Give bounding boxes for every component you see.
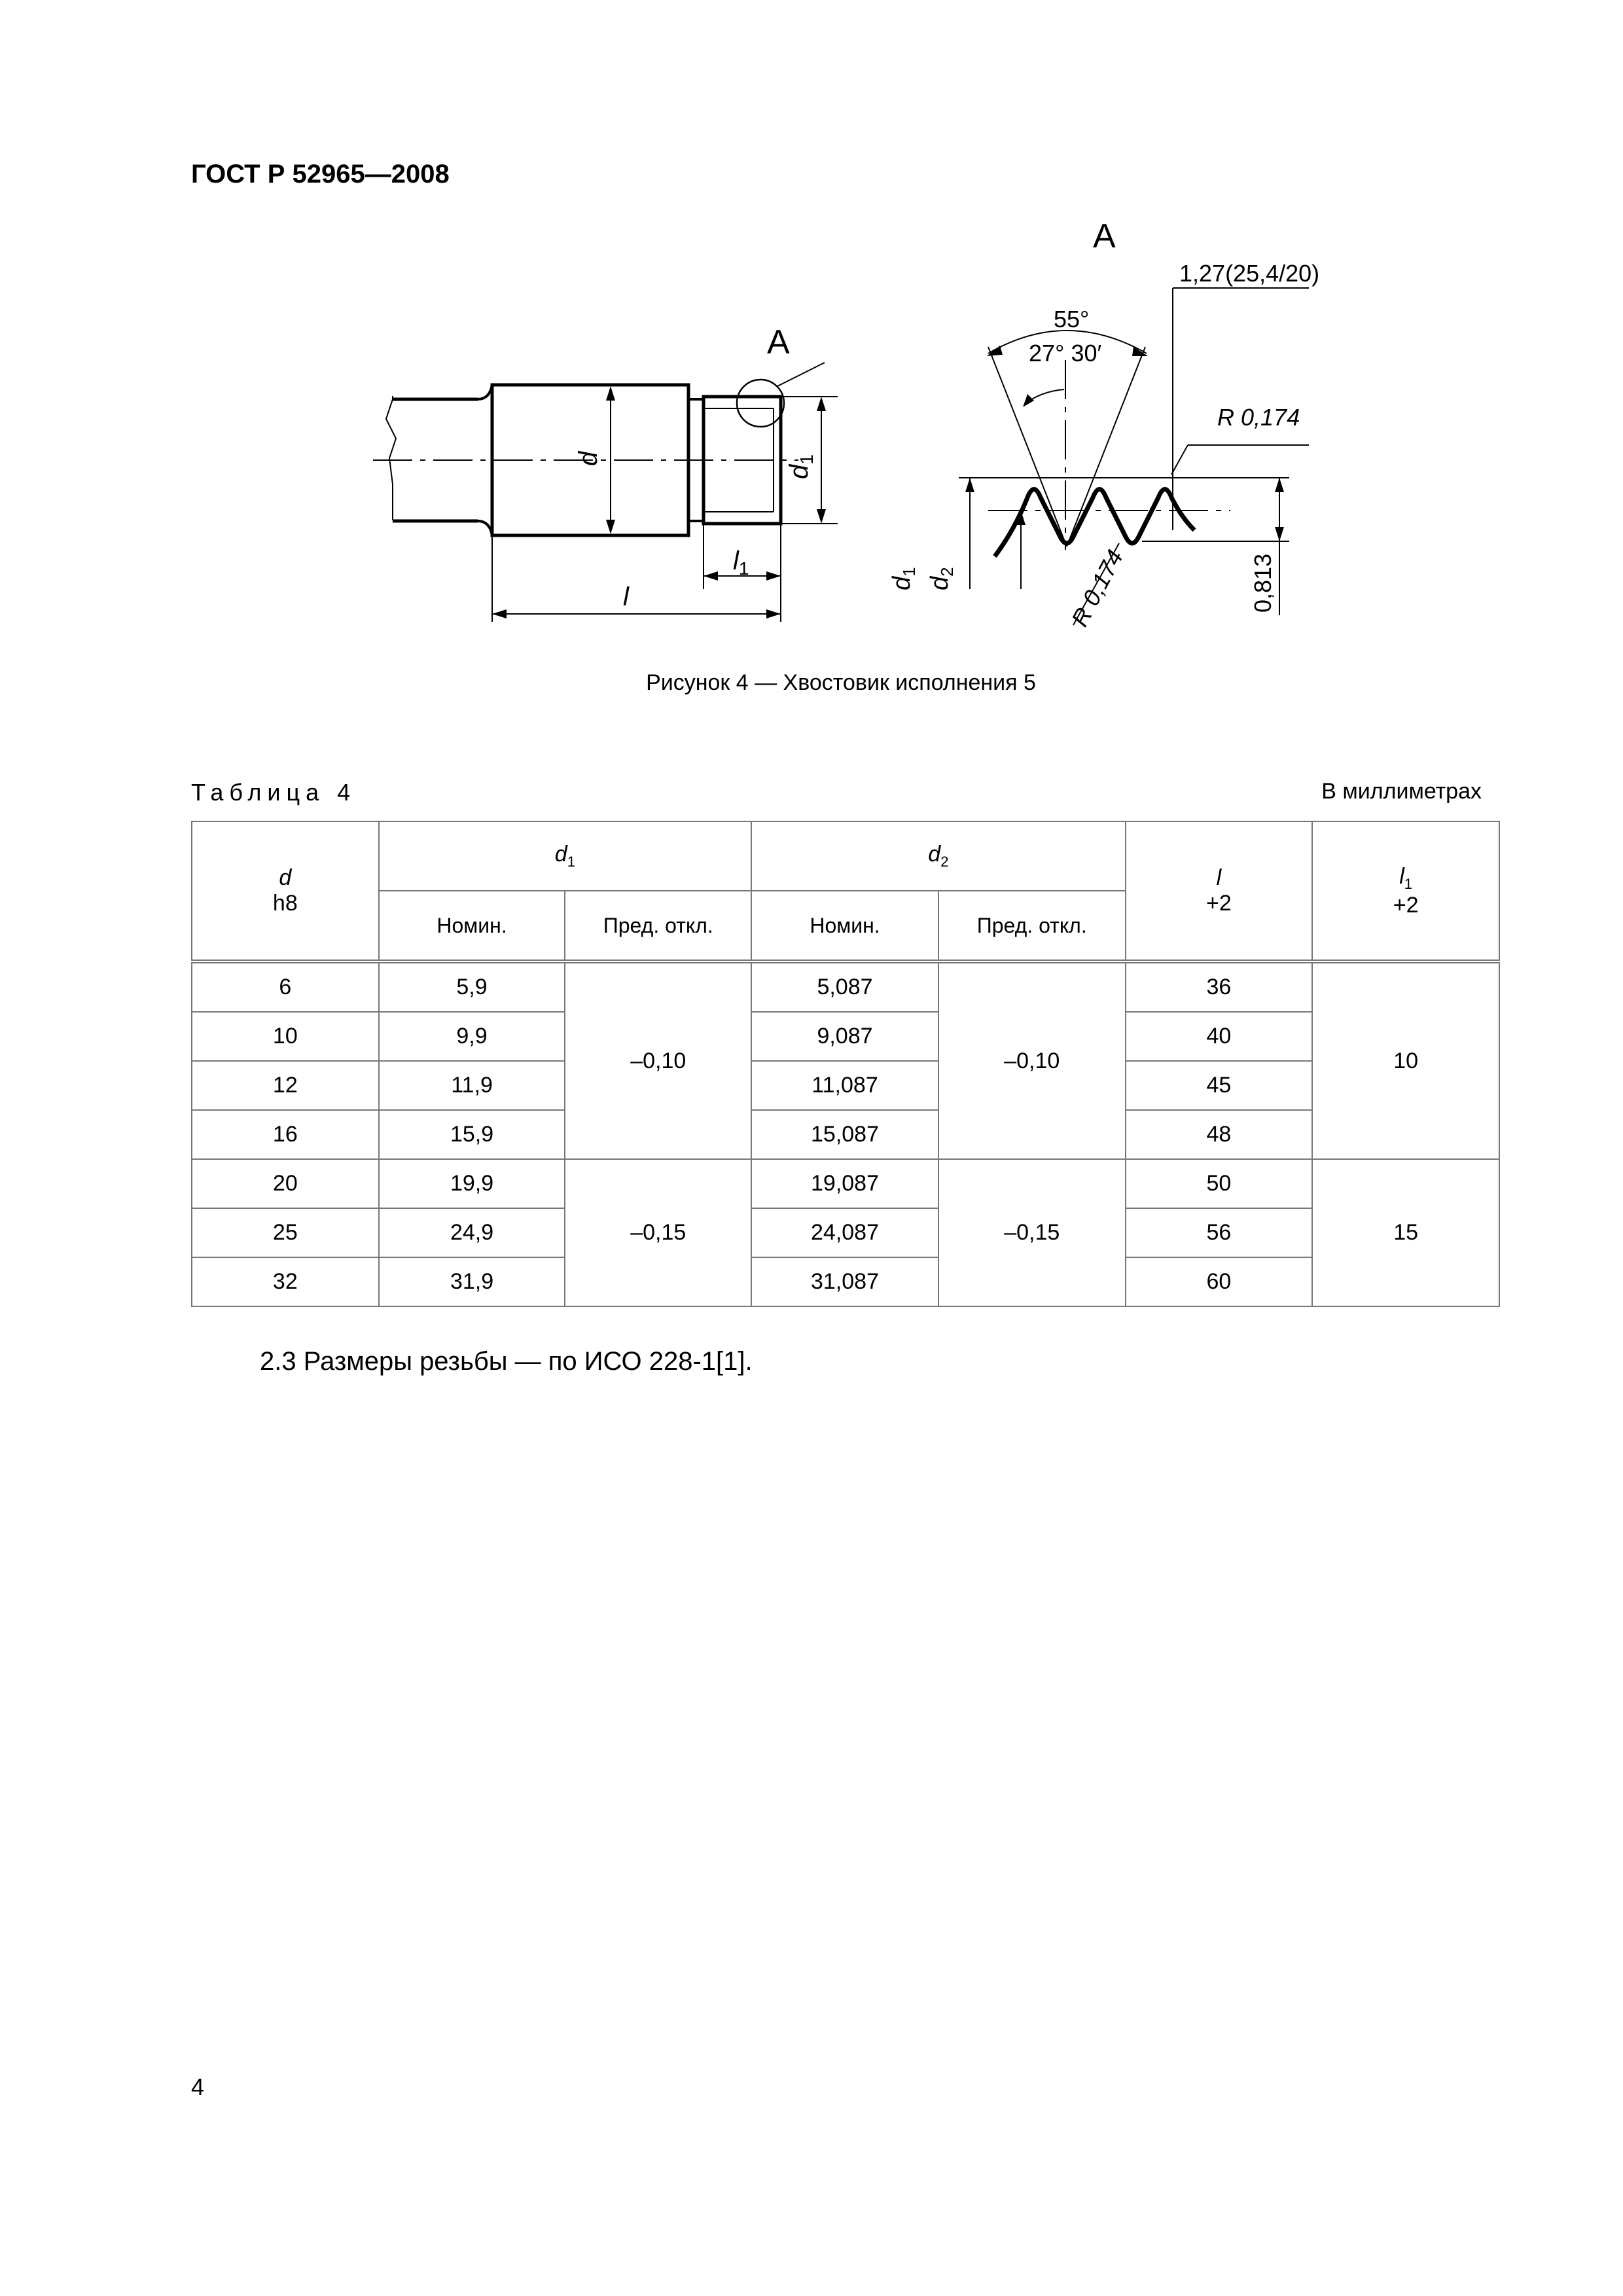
cell-d1: 31,9 — [379, 1257, 565, 1306]
cell-d: 12 — [192, 1061, 379, 1110]
angle-label: 55° — [1054, 306, 1090, 332]
shank-figure — [366, 223, 1335, 655]
dim-l1-label — [733, 547, 749, 579]
table-row — [192, 1110, 1499, 1159]
cell-d1: 19,9 — [379, 1159, 565, 1208]
table-units: В миллиметрах — [1321, 779, 1482, 804]
header-d2-symbol: d — [928, 842, 941, 867]
cell-l: 60 — [1126, 1257, 1313, 1306]
header-l-tolerance: +2 — [1206, 891, 1232, 916]
header-l1-symbol: l — [1399, 863, 1404, 889]
cell-d1: 11,9 — [379, 1061, 565, 1110]
cell-d2: 9,087 — [751, 1012, 938, 1061]
cell-d: 25 — [192, 1208, 379, 1257]
shank-drawing — [373, 363, 838, 622]
cell-d: 16 — [192, 1110, 379, 1159]
half-angle-label: 27° 30′ — [1029, 340, 1102, 367]
table-row — [192, 1012, 1499, 1061]
dim-d-label — [574, 450, 603, 466]
header-d-symbol: d — [279, 865, 292, 890]
table-row — [192, 1159, 1499, 1208]
cell-d1: 24,9 — [379, 1208, 565, 1257]
cell-d: 20 — [192, 1159, 379, 1208]
thread-d1-label — [888, 567, 919, 590]
view-label: A — [1093, 223, 1116, 255]
thread-d1-text: d — [888, 576, 916, 590]
cell-l: 36 — [1126, 961, 1313, 1012]
cell-d2-deviation: –0,10 — [938, 961, 1126, 1159]
table-title: Таблица 4 — [191, 779, 357, 806]
cell-d2: 5,087 — [751, 961, 938, 1012]
pitch-label: 1,27(25,4/20) — [1179, 260, 1320, 287]
cell-d1: 9,9 — [379, 1012, 565, 1061]
thread-d2-text: d — [926, 576, 954, 590]
cell-l: 56 — [1126, 1208, 1313, 1257]
dim-l1-sub: 1 — [738, 558, 749, 579]
cell-d1-deviation: –0,10 — [565, 961, 751, 1159]
header-d2-sub: 2 — [940, 853, 949, 870]
cell-l: 48 — [1126, 1110, 1313, 1159]
document-header: ГОСТ Р 52965—2008 — [191, 160, 450, 188]
cell-d1: 15,9 — [379, 1110, 565, 1159]
thread-size-paragraph: 2.3 Размеры резьбы — по ИСО 228-1[1]. — [260, 1347, 753, 1376]
header-l-symbol: l — [1216, 865, 1222, 890]
table-header-row — [192, 821, 1499, 891]
cell-d2: 24,087 — [751, 1208, 938, 1257]
dim-d1-text: d — [785, 464, 813, 479]
cell-d: 10 — [192, 1012, 379, 1061]
cell-l: 50 — [1126, 1159, 1313, 1208]
header-d1-nominal: Номин. — [379, 891, 565, 961]
header-d2-deviation: Пред. откл. — [938, 891, 1126, 961]
cell-d: 32 — [192, 1257, 379, 1306]
header-l1-tolerance: +2 — [1393, 892, 1419, 918]
dim-d-text: d — [574, 451, 603, 466]
header-l1 — [1312, 821, 1499, 961]
dim-l-label: l — [623, 583, 629, 611]
table-row — [192, 1257, 1499, 1306]
thread-d1-sub: 1 — [899, 567, 919, 577]
cell-d1: 5,9 — [379, 961, 565, 1012]
radius-top-label: R 0,174 — [1217, 404, 1300, 431]
cell-l1: 10 — [1312, 961, 1499, 1159]
cell-l: 45 — [1126, 1061, 1313, 1110]
cell-d2: 19,087 — [751, 1159, 938, 1208]
thread-d2-label — [926, 567, 957, 590]
cell-d: 6 — [192, 961, 379, 1012]
header-d1-deviation: Пред. откл. — [565, 891, 751, 961]
header-l — [1126, 821, 1313, 961]
depth-label: 0,813 — [1249, 553, 1276, 613]
header-d2 — [751, 821, 1125, 891]
cell-d2: 11,087 — [751, 1061, 938, 1110]
figure-caption: Рисунок 4 — Хвостовик исполнения 5 — [646, 670, 1036, 695]
cell-d2: 31,087 — [751, 1257, 938, 1306]
radius-bottom-label: R 0,174 — [1065, 545, 1129, 631]
dim-l1-text: l — [733, 547, 739, 575]
table-row — [192, 1208, 1499, 1257]
header-l1-sub: 1 — [1404, 875, 1413, 892]
dimensions-table — [191, 821, 1500, 1307]
dim-d1-label — [785, 454, 817, 479]
thread-d2-sub: 2 — [937, 567, 957, 577]
header-d — [192, 821, 379, 961]
header-d1-symbol: d — [554, 842, 567, 867]
header-d-tolerance: h8 — [272, 891, 298, 916]
page-number: 4 — [191, 2073, 205, 2100]
cell-l1: 15 — [1312, 1159, 1499, 1306]
cell-l: 40 — [1126, 1012, 1313, 1061]
cell-d1-deviation: –0,15 — [565, 1159, 751, 1306]
cell-d2-deviation: –0,15 — [938, 1159, 1126, 1306]
header-d2-nominal: Номин. — [751, 891, 938, 961]
header-d1 — [379, 821, 751, 891]
table-row — [192, 1061, 1499, 1110]
detail-label: A — [767, 323, 790, 361]
table-row — [192, 961, 1499, 1012]
dim-d1-sub: 1 — [796, 454, 817, 465]
header-d1-sub: 1 — [567, 853, 575, 870]
cell-d2: 15,087 — [751, 1110, 938, 1159]
